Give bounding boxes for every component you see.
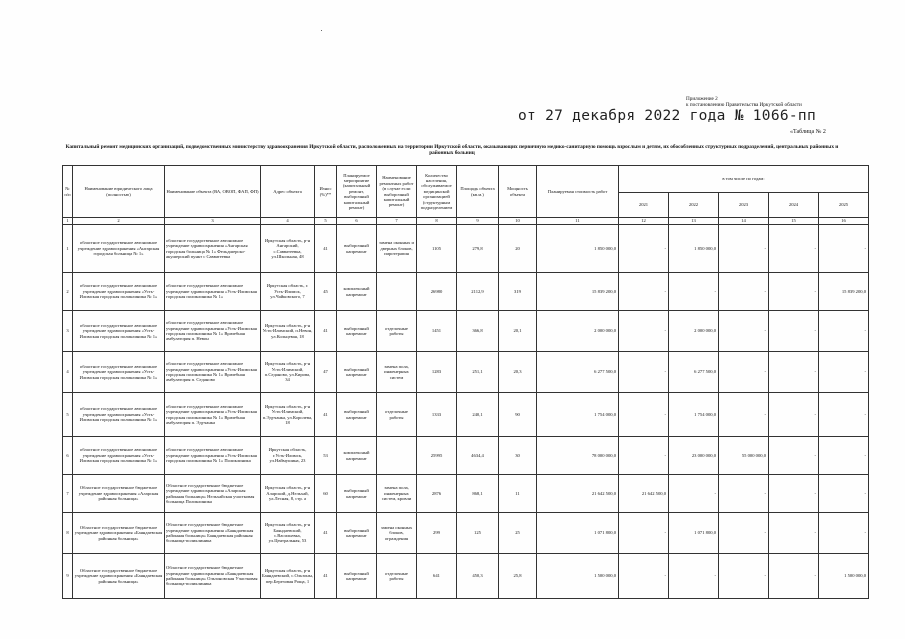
organization-cell: Областное государственное бюджетное учреждение здравоохранения «Баяндаевская районная больница» — [73, 513, 165, 554]
event-cell: выборочный капремонт — [337, 475, 377, 513]
area-cell: 125 — [457, 513, 499, 554]
population-cell: 1333 — [417, 393, 457, 437]
works-cell: замена оконных и дверных блоков, пиротерапия — [377, 225, 417, 273]
column-number: 4 — [261, 218, 315, 225]
year-2025-cell: - — [819, 437, 869, 475]
object-cell: областное государственное автономное учреждение здравоохранения «Усть-Илимская городская поликлиника № 1» — [165, 273, 261, 311]
cost-cell: 2 000 000,0 — [537, 311, 619, 352]
event-cell: выборочный капремонт — [337, 352, 377, 393]
year-2024-cell: - — [769, 554, 819, 599]
header-by-years: в том числе по годам: — [619, 166, 869, 193]
cost-cell: 1 850 000,0 — [537, 225, 619, 273]
power-cell: 20,3 — [499, 352, 537, 393]
event-cell: выборочный капремонт — [337, 225, 377, 273]
header-year: 2022 — [669, 193, 719, 218]
year-2023-cell: - — [719, 311, 769, 352]
address-cell: Иркутская область, г.Усть-Илимск, ул.Наймушина, 23 — [261, 437, 315, 475]
year-2021-cell: - — [619, 393, 669, 437]
year-2021-cell: - — [619, 273, 669, 311]
power-cell: 11 — [499, 475, 537, 513]
address-cell: Иркутская область, р-н Усть-Илимский, п.Седаново, ул.Кирова, 34 — [261, 352, 315, 393]
event-cell: комплексный капремонт — [337, 437, 377, 475]
year-2021-cell: - — [619, 311, 669, 352]
year-2025-cell: - — [819, 352, 869, 393]
row-number: 4 — [63, 352, 73, 393]
wear-cell: 47 — [315, 352, 337, 393]
year-2021-cell: - — [619, 554, 669, 599]
wear-cell: 53 — [315, 437, 337, 475]
column-number: 10 — [499, 218, 537, 225]
address-cell: Иркутская область, р-н Усть-Илимский, п.Эдучанка, ул.Королева, 18 — [261, 393, 315, 437]
column-number: 2 — [73, 218, 165, 225]
column-number: 13 — [669, 218, 719, 225]
population-cell: 25995 — [417, 437, 457, 475]
year-2021-cell: 21 642 500,0 — [619, 475, 669, 513]
column-number: 7 — [377, 218, 417, 225]
header-number: № п/п — [63, 166, 73, 218]
works-cell — [377, 273, 417, 311]
event-cell: выборочный капремонт — [337, 311, 377, 352]
wear-cell: 41 — [315, 393, 337, 437]
works-cell — [377, 437, 417, 475]
organization-cell: областное государственное автономное учреждение здравоохранения «Усть-Илимская городская поликлиника № 1» — [73, 273, 165, 311]
row-number: 6 — [63, 437, 73, 475]
header-area: Площадь объекта (кв.м.) — [457, 166, 499, 218]
organization-cell: Областное государственное бюджетное учреждение здравоохранения «Аларская районная больница» — [73, 475, 165, 513]
population-cell: 2876 — [417, 475, 457, 513]
year-2021-cell: - — [619, 225, 669, 273]
row-number: 2 — [63, 273, 73, 311]
year-2021-cell: - — [619, 513, 669, 554]
population-cell: 641 — [417, 554, 457, 599]
organization-cell: областное государственное автономное учреждение здравоохранения «Усть-Илимская городская поликлиника № 1» — [73, 437, 165, 475]
object-cell: областное государственное автономное учреждение здравоохранения «Усть-Илимская городская поликлиника № 1» Поликлиника — [165, 437, 261, 475]
population-cell: 1451 — [417, 311, 457, 352]
cost-cell: 15 839 200,0 — [537, 273, 619, 311]
year-2022-cell: - — [669, 554, 719, 599]
year-2021-cell: - — [619, 352, 669, 393]
header-year: 2023 — [719, 193, 769, 218]
header-wear: Износ (%)** — [315, 166, 337, 218]
column-number: 15 — [769, 218, 819, 225]
table-row — [63, 273, 869, 311]
works-cell: отделочные работы — [377, 311, 417, 352]
year-2022-cell: - — [669, 273, 719, 311]
year-2024-cell: - — [769, 513, 819, 554]
header-event: Планируемое мероприятие (капитальный ремонт, выборочный капитальный ремонт) — [337, 166, 377, 218]
wear-cell: 45 — [315, 273, 337, 311]
year-2023-cell: - — [719, 225, 769, 273]
area-cell: 366,8 — [457, 311, 499, 352]
row-number: 7 — [63, 475, 73, 513]
year-2023-cell: - — [719, 554, 769, 599]
organization-cell: областное государственное автономное учреждение здравоохранения «Ангарская городская больница № 1» — [73, 225, 165, 273]
column-number: 16 — [819, 218, 869, 225]
column-number: 5 — [315, 218, 337, 225]
works-cell: замена пола, инженерных систем, кровли — [377, 475, 417, 513]
table-row — [63, 352, 869, 393]
document-title: Капитальный ремонт медицинских организаций, подведомственных министерству здравоохранения Иркутской области, расположенных на территории Иркутской области, оказывающих первичную медико-санитарную помощь взрослым и детям, их обособленных структурных подразделений, центральных районных и районных больниц — [65, 144, 839, 157]
year-2024-cell: - — [769, 475, 819, 513]
event-cell: комплексный капремонт — [337, 273, 377, 311]
header-cost: Планируемая стоимость работ — [537, 166, 619, 218]
power-cell: 90 — [499, 393, 537, 437]
address-cell: Иркутская область, р-н Усть-Илимский, п.Невон, ул.Кольцевая, 18 — [261, 311, 315, 352]
row-number: 5 — [63, 393, 73, 437]
power-cell: 25,8 — [499, 554, 537, 599]
area-cell: 450,3 — [457, 554, 499, 599]
power-cell: 20,1 — [499, 311, 537, 352]
organization-cell: областное государственное автономное учреждение здравоохранения «Усть-Илимская городская поликлиника № 1» — [73, 311, 165, 352]
cost-cell: 78 000 000,0 — [537, 437, 619, 475]
column-number: 11 — [537, 218, 619, 225]
table-row — [63, 311, 869, 352]
table-row — [63, 475, 869, 513]
wear-cell: 41 — [315, 513, 337, 554]
year-2023-cell: - — [719, 513, 769, 554]
power-cell: 319 — [499, 273, 537, 311]
year-2025-cell: - — [819, 513, 869, 554]
works-cell: замена оконных блоков, ограждения — [377, 513, 417, 554]
works-cell: замена пола, инженерных систем — [377, 352, 417, 393]
header-object: Наименование объекта (ВА, ОВОП, ФАП, ФП) — [165, 166, 261, 218]
year-2023-cell: - — [719, 393, 769, 437]
cost-cell: 1 500 000,0 — [537, 554, 619, 599]
year-2022-cell: 1 850 000,0 — [669, 225, 719, 273]
object-cell: областное государственное автономное учреждение здравоохранения «Усть-Илимская городская поликлиника № 1» Врачебная амбулатория п. Эдучанка — [165, 393, 261, 437]
year-2025-cell: 1 500 000,0 — [819, 554, 869, 599]
object-cell: Областное государственное бюджетное учреждение здравоохранения «Аларская районная больница» Нельхайская участковая больница Поликлиника — [165, 475, 261, 513]
organization-cell: областное государственное автономное учреждение здравоохранения «Усть-Илимская городская поликлиника № 1» — [73, 393, 165, 437]
population-cell: 299 — [417, 513, 457, 554]
year-2024-cell: - — [769, 352, 819, 393]
year-2023-cell: 55 000 000,0 — [719, 437, 769, 475]
address-cell: Иркутская область, г. Усть-Илимск, ул.Чайковского, 7 — [261, 273, 315, 311]
row-number: 8 — [63, 513, 73, 554]
year-2025-cell: - — [819, 393, 869, 437]
year-2022-cell: 2 000 000,0 — [669, 311, 719, 352]
year-2025-cell: - — [819, 311, 869, 352]
event-cell: выборочный капремонт — [337, 554, 377, 599]
row-number: 1 — [63, 225, 73, 273]
wear-cell: 41 — [315, 554, 337, 599]
organization-cell: областное государственное автономное учреждение здравоохранения «Усть-Илимская городская поликлиника № 1» — [73, 352, 165, 393]
year-2022-cell: 6 277 500,0 — [669, 352, 719, 393]
power-cell: 25 — [499, 513, 537, 554]
cost-cell: 1 754 000,0 — [537, 393, 619, 437]
area-cell: 279,8 — [457, 225, 499, 273]
year-2025-cell: 15 839 200,0 — [819, 273, 869, 311]
table-row — [63, 393, 869, 437]
works-cell: отделочные работы — [377, 393, 417, 437]
table-row — [63, 513, 869, 554]
table-row — [63, 554, 869, 599]
object-cell: Областное государственное бюджетное учреждение здравоохранения «Баяндаевская районная больница» Ользоновская Участковая больница-поликлиника — [165, 554, 261, 599]
area-cell: 251,1 — [457, 352, 499, 393]
table-row — [63, 225, 869, 273]
header-power: Мощность объекта — [499, 166, 537, 218]
column-number: 8 — [417, 218, 457, 225]
appendix-note — [686, 96, 886, 109]
column-number: 12 — [619, 218, 669, 225]
address-cell: Иркутская область, р-н Аларский, д.Нельхай, ул.Лесная, 8, стр. а — [261, 475, 315, 513]
header-organization: Наименование юридического лица (полностью) — [73, 166, 165, 218]
wear-cell: 41 — [315, 225, 337, 273]
year-2024-cell: - — [769, 273, 819, 311]
year-2024-cell: - — [769, 311, 819, 352]
column-number: 6 — [337, 218, 377, 225]
wear-cell: 60 — [315, 475, 337, 513]
header-population: Количество населения, обслуживаемое медицинской организацией (структурным подразделением — [417, 166, 457, 218]
area-cell: 868,1 — [457, 475, 499, 513]
cost-cell: 1 071 800,0 — [537, 513, 619, 554]
population-cell: 1105 — [417, 225, 457, 273]
year-2024-cell: - — [769, 437, 819, 475]
header-row-1 — [63, 166, 869, 193]
column-number: 14 — [719, 218, 769, 225]
year-2022-cell: 23 000 000,0 — [669, 437, 719, 475]
power-cell: 20 — [499, 225, 537, 273]
appendix-line-2: к постановлению Правительства Иркутской области — [686, 102, 802, 109]
scan-speck — [321, 30, 322, 31]
row-number: 9 — [63, 554, 73, 599]
table-row — [63, 437, 869, 475]
year-2022-cell: 1 071 800,0 — [669, 513, 719, 554]
area-cell: 2112,9 — [457, 273, 499, 311]
row-number: 3 — [63, 311, 73, 352]
column-number: 9 — [457, 218, 499, 225]
year-2025-cell: - — [819, 475, 869, 513]
cost-cell: 6 277 500,0 — [537, 352, 619, 393]
object-cell: Областное государственное бюджетное учреждение здравоохранения «Баяндаевская районная больница» Баяндаевская районная больница-поликлиника — [165, 513, 261, 554]
header-address: Адрес объекта — [261, 166, 315, 218]
table-number: «Таблица № 2 — [790, 129, 826, 135]
appendix-line-1: Приложение 2 — [686, 96, 718, 102]
organization-cell: Областное государственное бюджетное учреждение здравоохранения «Баяндаевская районная больница» — [73, 554, 165, 599]
year-2023-cell: - — [719, 352, 769, 393]
power-cell: 30 — [499, 437, 537, 475]
object-cell: областное государственное автономное учреждение здравоохранения «Усть-Илимская городская поликлиника № 1» Врачебная амбулатория п. Невон — [165, 311, 261, 352]
header-year: 2024 — [769, 193, 819, 218]
area-cell: 4634,4 — [457, 437, 499, 475]
area-cell: 240,1 — [457, 393, 499, 437]
year-2024-cell: - — [769, 393, 819, 437]
cost-cell: 21 642 500,0 — [537, 475, 619, 513]
header-year: 2021 — [619, 193, 669, 218]
year-2021-cell: - — [619, 437, 669, 475]
year-2024-cell: - — [769, 225, 819, 273]
works-cell: отделочные работы — [377, 554, 417, 599]
object-cell: областное государственное автономное учреждение здравоохранения «Усть-Илимская городская поликлиника № 1» Врачебная амбулатория п. Седаново — [165, 352, 261, 393]
column-number: 1 — [63, 218, 73, 225]
year-2023-cell: - — [719, 475, 769, 513]
population-cell: 1283 — [417, 352, 457, 393]
address-cell: Иркутская область, р-н Баяндаевский, с.Васильевка, ул.Центральная, 53 — [261, 513, 315, 554]
header-works: Наименование ремонтных работ (в случае если выборочный капитальный ремонт) — [377, 166, 417, 218]
year-2022-cell: 1 754 000,0 — [669, 393, 719, 437]
event-cell: выборочный капремонт — [337, 513, 377, 554]
header-year: 2025 — [819, 193, 869, 218]
object-cell: областное государственное автономное учреждение здравоохранения «Ангарская городская больница № 1» Фельдшерско-акушерский пункт с Савватеевка — [165, 225, 261, 273]
address-cell: Иркутская область, р-н Баяндаевский, с.Ользоны, пер.Березовая Роща, 1 — [261, 554, 315, 599]
column-number: 3 — [165, 218, 261, 225]
column-number-row — [63, 218, 869, 225]
resolution-date-stamp: от 27 декабря 2022 года № 1066-пп — [518, 108, 816, 124]
year-2022-cell: - — [669, 475, 719, 513]
address-cell: Иркутская область, р-н Ангарский, с.Савватеевка, ул.Школьная, 48 — [261, 225, 315, 273]
year-2023-cell: - — [719, 273, 769, 311]
population-cell: 26980 — [417, 273, 457, 311]
year-2025-cell: - — [819, 225, 869, 273]
event-cell: выборочный капремонт — [337, 393, 377, 437]
wear-cell: 41 — [315, 311, 337, 352]
repair-table — [62, 165, 869, 599]
